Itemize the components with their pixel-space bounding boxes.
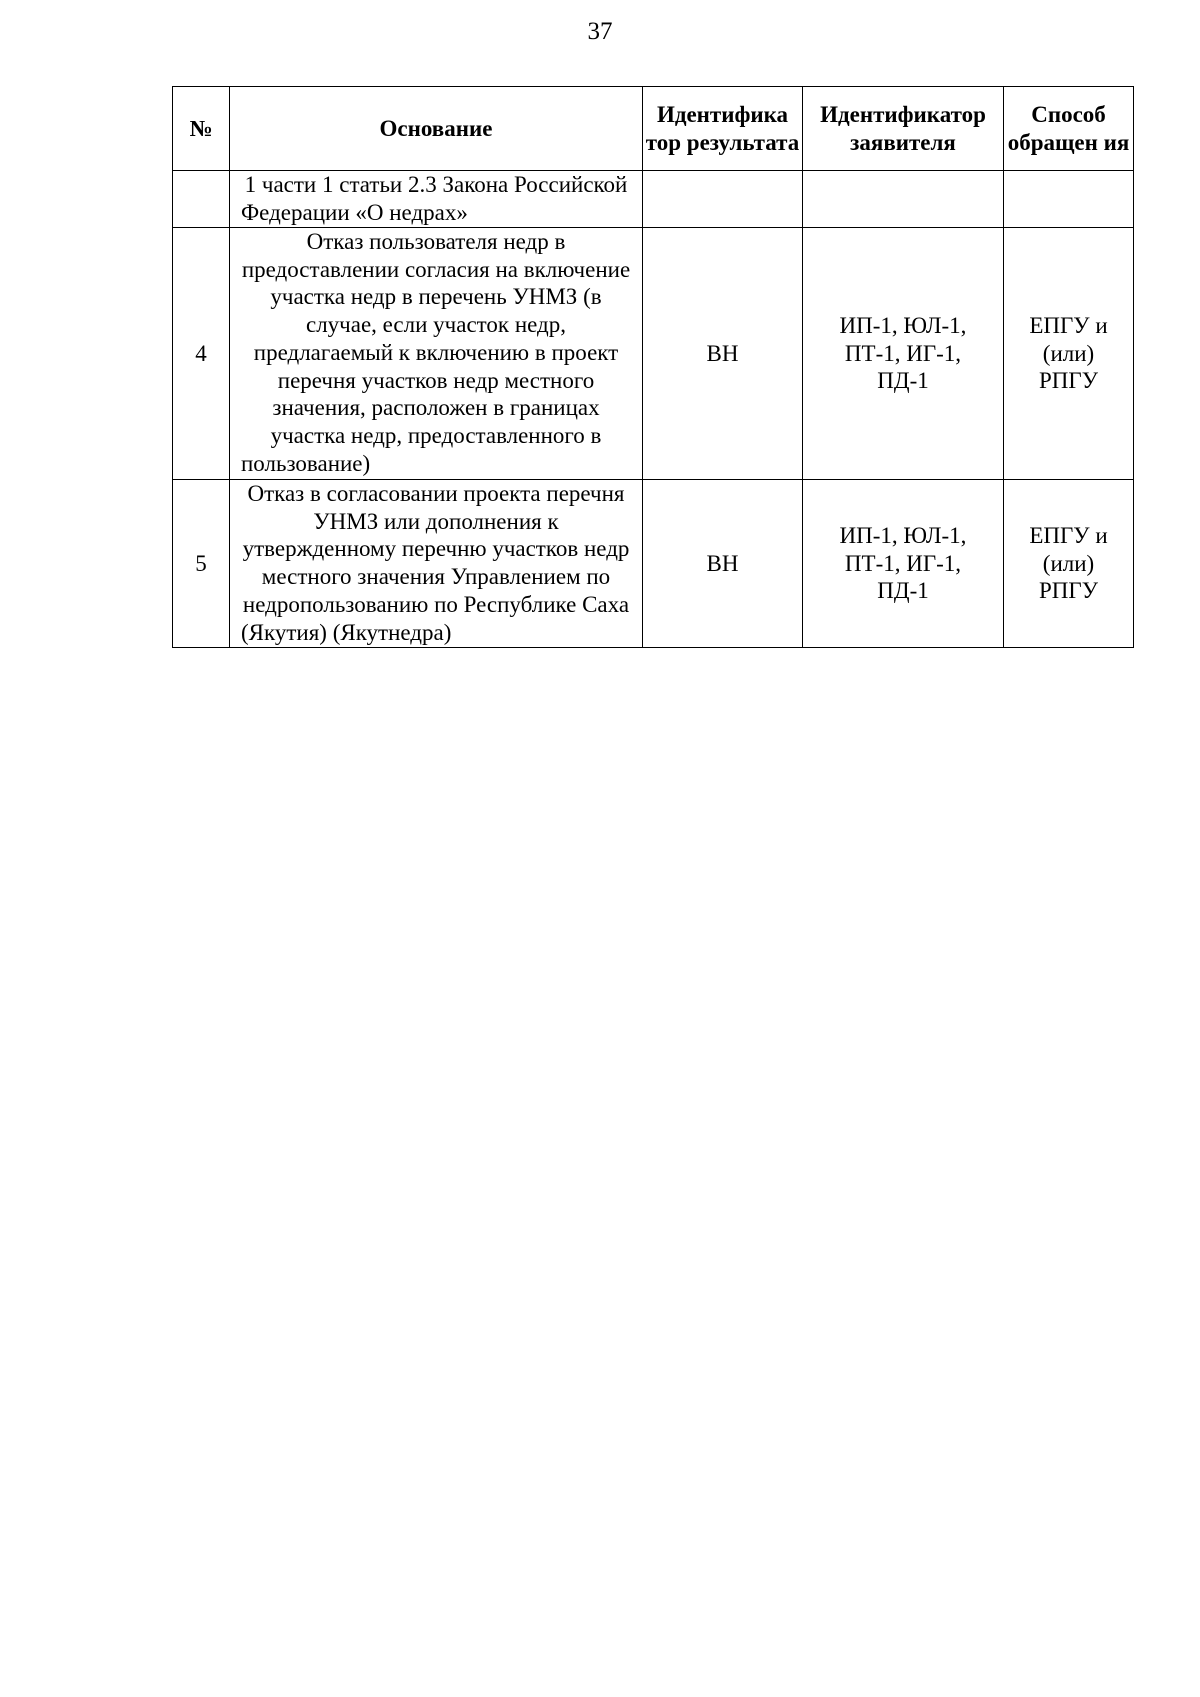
- row-method-text: ЕПГУ и (или) РПГУ: [1029, 522, 1108, 604]
- table-row: [173, 171, 1134, 228]
- row-method: [1004, 480, 1134, 648]
- row-basis-text: 1 части 1 статьи 2.3 Закона Российской Федерации «О недрах»: [241, 172, 628, 225]
- row-method: [1004, 228, 1134, 480]
- header-applicant-id: Идентификатор заявителя: [803, 87, 1004, 171]
- row-basis-text: Отказ в согласовании проекта перечня УНМЗ или дополнения к утвержденному перечню участков недр местного значения Управлением по недропользованию по Республике Саха (Якутия) (Якутнедра): [241, 481, 630, 645]
- header-basis: Основание: [230, 87, 643, 171]
- header-number: №: [173, 87, 230, 171]
- row-result-id: [643, 171, 803, 228]
- row-basis: [230, 480, 643, 648]
- row-number: 4: [173, 228, 230, 480]
- row-applicant-id: [803, 171, 1004, 228]
- row-applicant-id-text: ИП-1, ЮЛ-1, ПТ-1, ИГ-1, ПД-1: [839, 312, 967, 394]
- row-number: [173, 171, 230, 228]
- row-method: [1004, 171, 1134, 228]
- document-table: [172, 86, 1134, 648]
- page-number: 37: [587, 18, 613, 45]
- row-method-text: ЕПГУ и (или) РПГУ: [1029, 312, 1108, 394]
- header-method: Способ обращен ия: [1004, 87, 1134, 171]
- header-result-id: Идентифика тор результата: [643, 87, 803, 171]
- row-basis: [230, 228, 643, 480]
- row-number: 5: [173, 480, 230, 648]
- table-header-row: [173, 87, 1134, 171]
- row-result-id: ВН: [643, 228, 803, 480]
- row-applicant-id: [803, 480, 1004, 648]
- table-row: [173, 228, 1134, 480]
- table-row: [173, 480, 1134, 648]
- row-applicant-id-text: ИП-1, ЮЛ-1, ПТ-1, ИГ-1, ПД-1: [839, 522, 967, 604]
- row-applicant-id: [803, 228, 1004, 480]
- row-basis-text: Отказ пользователя недр в предоставлении согласия на включение участка недр в перечень УНМЗ (в случае, если участок недр, предлагаемый к включению в проект перечня участков недр местного значения, расположен в границах участка недр, предоставленного в пользование): [241, 229, 631, 476]
- row-result-id: ВН: [643, 480, 803, 648]
- row-basis: [230, 171, 643, 228]
